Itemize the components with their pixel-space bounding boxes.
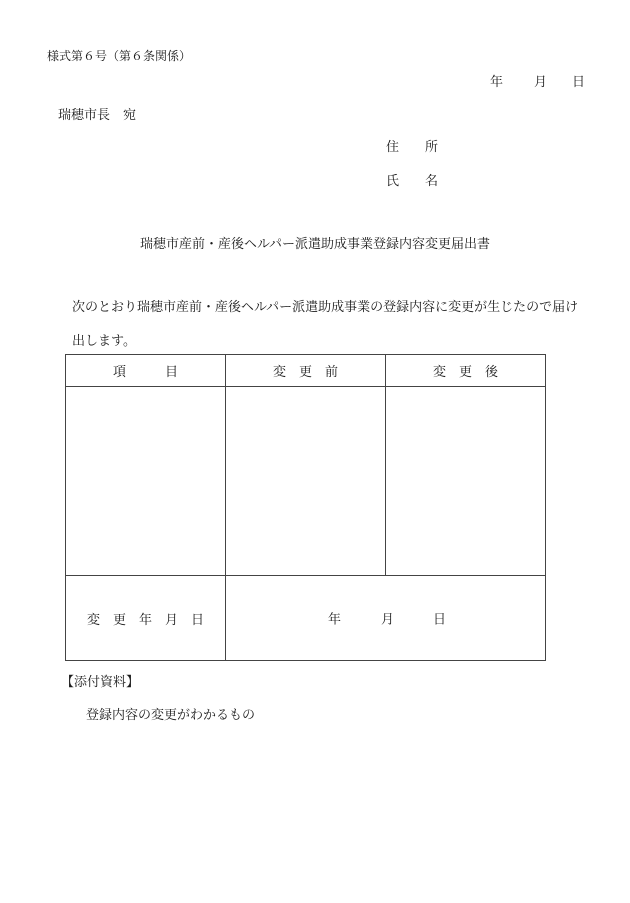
addressee: 瑞穂市長 宛 — [58, 108, 137, 123]
applicant-address-label: 住 所 — [386, 140, 439, 155]
change-date-row — [66, 576, 546, 661]
date-year-label: 年 — [490, 75, 504, 90]
document-title: 瑞穂市産前・産後ヘルパー派遣助成事業登録内容変更届出書 — [139, 237, 491, 252]
header-before: 変 更 前 — [226, 355, 386, 387]
item-cell[interactable] — [66, 387, 226, 576]
attachments-label: 【添付資料】 — [61, 675, 140, 690]
change-date-day: 日 — [433, 612, 447, 628]
header-after: 変 更 後 — [386, 355, 546, 387]
change-table — [65, 354, 546, 661]
attachment-item: 登録内容の変更がわかるもの — [86, 708, 256, 723]
change-date-month: 月 — [381, 612, 395, 628]
after-cell[interactable] — [386, 387, 546, 576]
header-item: 項 目 — [66, 355, 226, 387]
table-entry-row — [66, 387, 546, 576]
body-text-line-2: 出します。 — [72, 334, 136, 349]
date-month-label: 月 — [534, 75, 548, 90]
date-day-label: 日 — [572, 75, 586, 90]
before-cell[interactable] — [226, 387, 386, 576]
form-number: 様式第６号（第６条関係） — [47, 49, 192, 63]
table-header-row — [66, 355, 546, 387]
applicant-name-label: 氏 名 — [386, 174, 439, 189]
change-date-label: 変 更 年 月 日 — [66, 576, 226, 661]
change-date-year: 年 — [328, 612, 342, 628]
body-text-line-1: 次のとおり瑞穂市産前・産後ヘルパー派遣助成事業の登録内容に変更が生じたので届け — [72, 300, 579, 315]
change-date-value[interactable] — [226, 576, 546, 661]
